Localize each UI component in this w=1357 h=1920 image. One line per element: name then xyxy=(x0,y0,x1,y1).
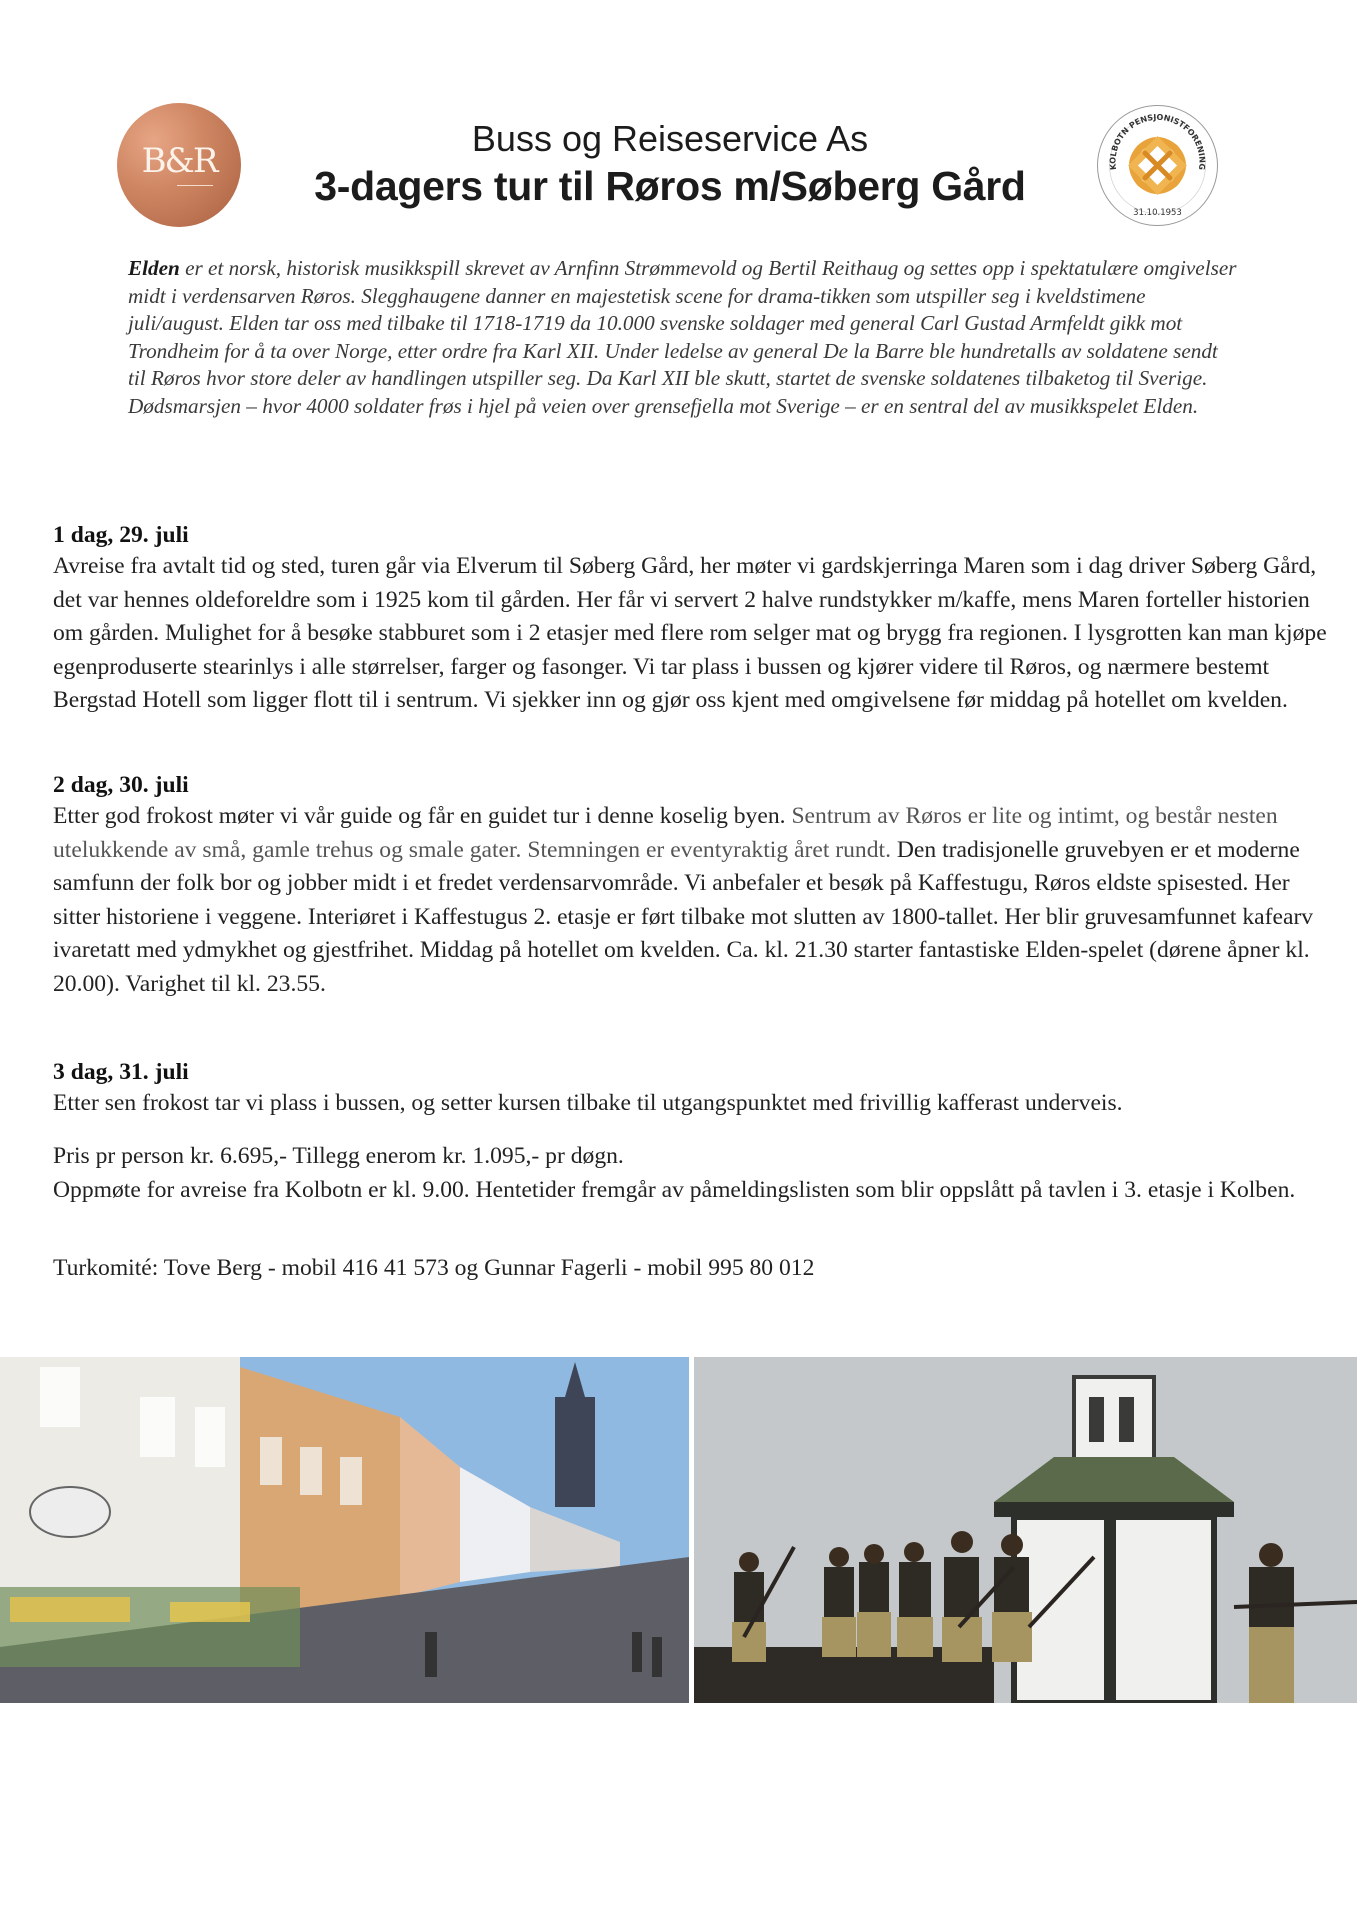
logo-date: 31.10.1953 xyxy=(1133,208,1182,218)
day-3-text: Etter sen frokost tar vi plass i bussen, og setter kursen tilbake til utgangspunktet med frivillig kafferast underveis. xyxy=(53,1090,1123,1116)
day-3-section xyxy=(53,1057,1333,1121)
logo-ring-text: KOLBOTN PENSJONISTFORENING xyxy=(1108,112,1207,171)
day-2-text-a: Etter god frokost møter vi vår guide og får en guidet tur i denne koselig byen. xyxy=(53,803,792,829)
br-logo xyxy=(117,103,241,227)
br-logo-monogram: B&R xyxy=(141,141,217,181)
page-title: 3-dagers tur til Røros m/Søberg Gård xyxy=(314,163,1026,209)
day-3-heading: 3 dag, 31. juli xyxy=(53,1059,189,1085)
day-1-heading: 1 dag, 29. juli xyxy=(53,522,189,548)
day-2-section xyxy=(53,770,1333,1001)
day-1-text: Avreise fra avtalt tid og sted, turen går via Elverum til Søberg Gård, her møter vi gardskjerringa Maren som i dag driver Søberg Gård, det var hennes oldeforeldre som i 1925 kom til gården. Her får vi servert 2 halve rundstykker m/kaffe, mens Maren forteller historien om gården. Mulighet for å besøke stabburet som i 2 etasjer med flere rom selger mat og brygg fra regionen. I lysgrotten kan man kjøpe egenproduserte stearinlys i alle størrelser, farger og fasonger. Vi tar plass i bussen og kjører videre til Røros, og nærmere bestemt Bergstad Hotell som ligger flott til i sentrum. Vi sjekker inn og gjør oss kjent med omgivelsene før middag på hotellet om kvelden. xyxy=(53,553,1327,713)
elden-performance-illustration xyxy=(694,1357,1357,1703)
elden-soldiers-photo xyxy=(694,1357,1357,1703)
day-2-text xyxy=(53,800,1333,1001)
day-2-text-b: Den tradisjonelle gruvebyen er et moderne samfunn der folk bor og jobber midt i et fredet verdensarvområde. Vi anbefaler et besøk på Kaffestugu, Røros eldste spisested. Her sitter historiene i veggene. Interiøret i Kaffestugus 2. etasje er ført tilbake mot slutten av 1800-tallet. Her blir gruvesamfunnet kafearv ivaretatt med ydmykhet og gjestfrihet. Middag på hotellet om kvelden. Ca. kl. 21.30 starter fantastiske Elden-spelet (dørene åpner kl. 20.00). Varighet til kl. 23.55. xyxy=(53,836,1314,997)
day-2-heading: 2 dag, 30. juli xyxy=(53,772,189,798)
page-header xyxy=(260,118,1080,212)
practical-info xyxy=(53,1140,1333,1207)
intro-lead: Elden xyxy=(128,256,180,280)
price-info: Pris pr person kr. 6.695,- Tillegg enerom kr. 1.095,- pr døgn. xyxy=(53,1143,624,1169)
roros-street-photo xyxy=(0,1357,689,1703)
kolbotn-pensjonistforening-logo xyxy=(1095,103,1220,228)
roros-street-illustration xyxy=(0,1357,689,1703)
company-name: Buss og Reiseservice As xyxy=(471,118,869,159)
day-1-section xyxy=(53,520,1333,718)
intro-paragraph xyxy=(128,255,1238,421)
meeting-info: Oppmøte for avreise fra Kolbotn er kl. 9.00. Hentetider fremgår av påmeldingslisten som blir oppslått på tavlen i 3. etasje i Kolben. xyxy=(53,1176,1296,1203)
committee-contact: Turkomité: Tove Berg - mobil 416 41 573 og Gunnar Fagerli - mobil 995 80 012 xyxy=(53,1255,815,1281)
day-2-text-grey: Sentrum av Røros er lite og intimt, og består nesten utelukkende av små, gamle trehus og smale gater. Stemningen er eventyraktig året rundt. xyxy=(53,803,1278,863)
br-logo-underline xyxy=(177,185,213,186)
intro-text: er et norsk, historisk musikkspill skrevet av Arnfinn Strømmevold og Bertil Reithaug og settes opp i spektatulære omgivelser midt i verdensarven Røros. Slegghaugene danner en majestetisk scene for drama-tikken som utspiller seg i kveldstimene juli/august. Elden tar oss med tilbake til 1718-1719 da 10.000 svenske soldager med general Carl Gustad Armfeldt gikk mot Trondheim for å ta over Norge, etter ordre fra Karl XII. Under ledelse av general De la Barre ble hundretalls av soldatene sendt til Røros hvor store deler av handlingen utspiller seg. Da Karl XII ble skutt, startet de svenske soldatenes tilbaketog til Sverige. Dødsmarsjen – hvor 4000 soldater frøs i hjel på veien over grensefjella mot Sverige – er en sentral del av musikkspelet Elden. xyxy=(128,256,1237,418)
